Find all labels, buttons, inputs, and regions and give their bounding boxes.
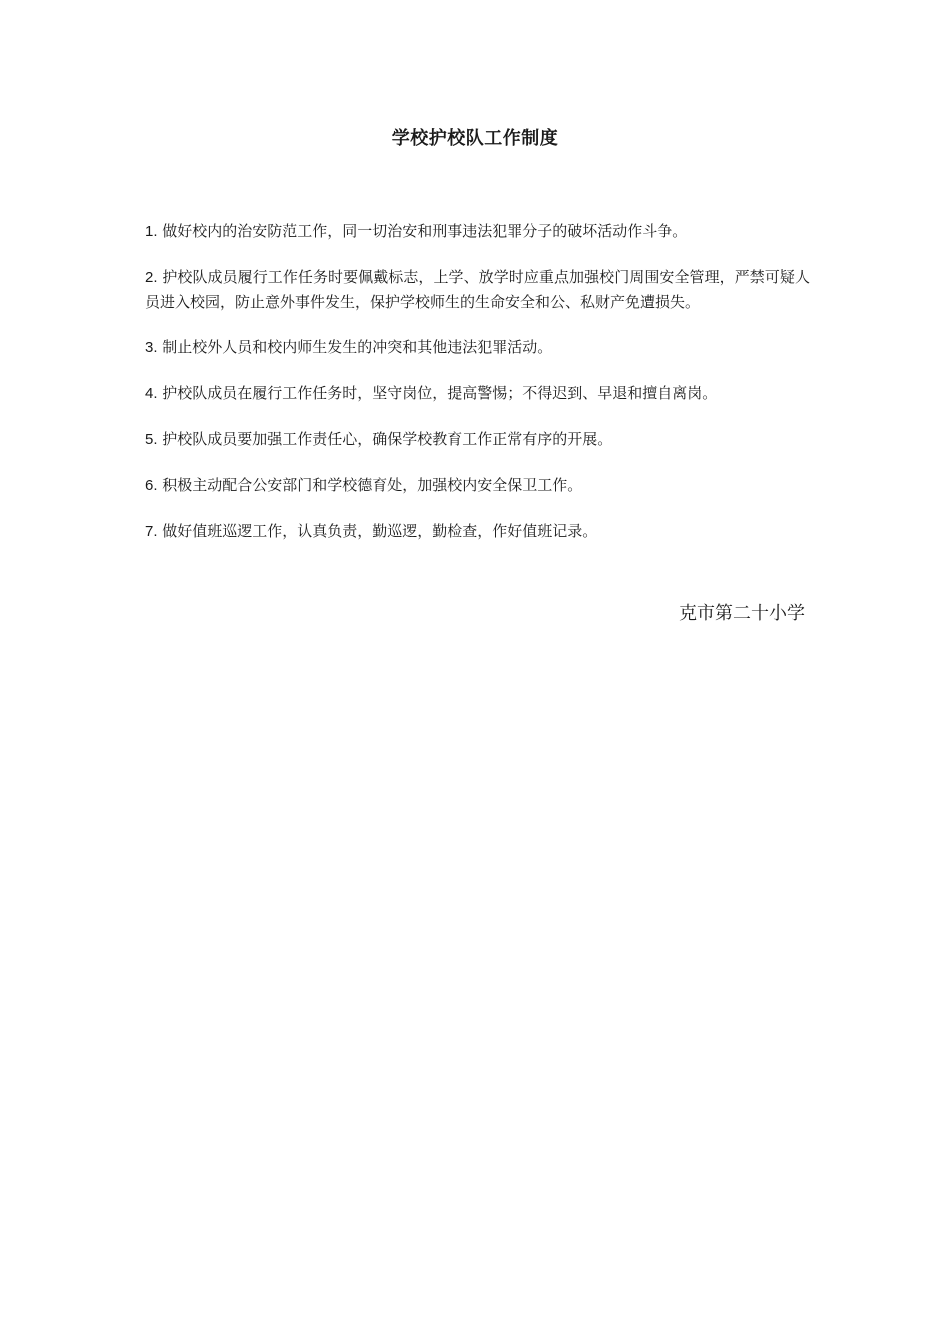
item-text: 做好校内的治安防范工作，同一切治安和刑事违法犯罪分子的破坏活动作斗争。 (162, 222, 688, 240)
item-number: 7. (145, 523, 158, 540)
item-number: 5. (145, 431, 158, 448)
item-text: 积极主动配合公安部门和学校德育处，加强校内安全保卫工作。 (162, 476, 583, 494)
list-item-4 (145, 381, 810, 406)
list-item-7 (145, 519, 810, 544)
item-text: 护校队成员要加强工作责任心，确保学校教育工作正常有序的开展。 (162, 430, 613, 448)
list-item-3 (145, 335, 810, 360)
document-body (145, 219, 810, 565)
list-item-5 (145, 427, 810, 452)
item-number: 4. (145, 385, 158, 402)
item-text: 护校队成员履行工作任务时要佩戴标志，上学、放学时应重点加强校门周围安全管理，严禁可疑人员进入校园，防止意外事件发生，保护学校师生的生命安全和公、私财产免遭损失。 (145, 268, 810, 311)
list-item-1 (145, 219, 810, 244)
signature: 克市第二十小学 (679, 603, 805, 624)
item-text: 制止校外人员和校内师生发生的冲突和其他违法犯罪活动。 (162, 338, 553, 356)
item-number: 1. (145, 223, 158, 240)
document-title: 学校护校队工作制度 (391, 128, 559, 149)
list-item-2 (145, 265, 810, 314)
item-number: 3. (145, 339, 158, 356)
item-text: 做好值班巡逻工作，认真负责，勤巡逻，勤检查，作好值班记录。 (162, 522, 598, 540)
item-number: 6. (145, 477, 158, 494)
item-number: 2. (145, 269, 158, 286)
item-text: 护校队成员在履行工作任务时，坚守岗位，提高警惕；不得迟到、早退和擅自离岗。 (162, 384, 718, 402)
list-item-6 (145, 473, 810, 498)
